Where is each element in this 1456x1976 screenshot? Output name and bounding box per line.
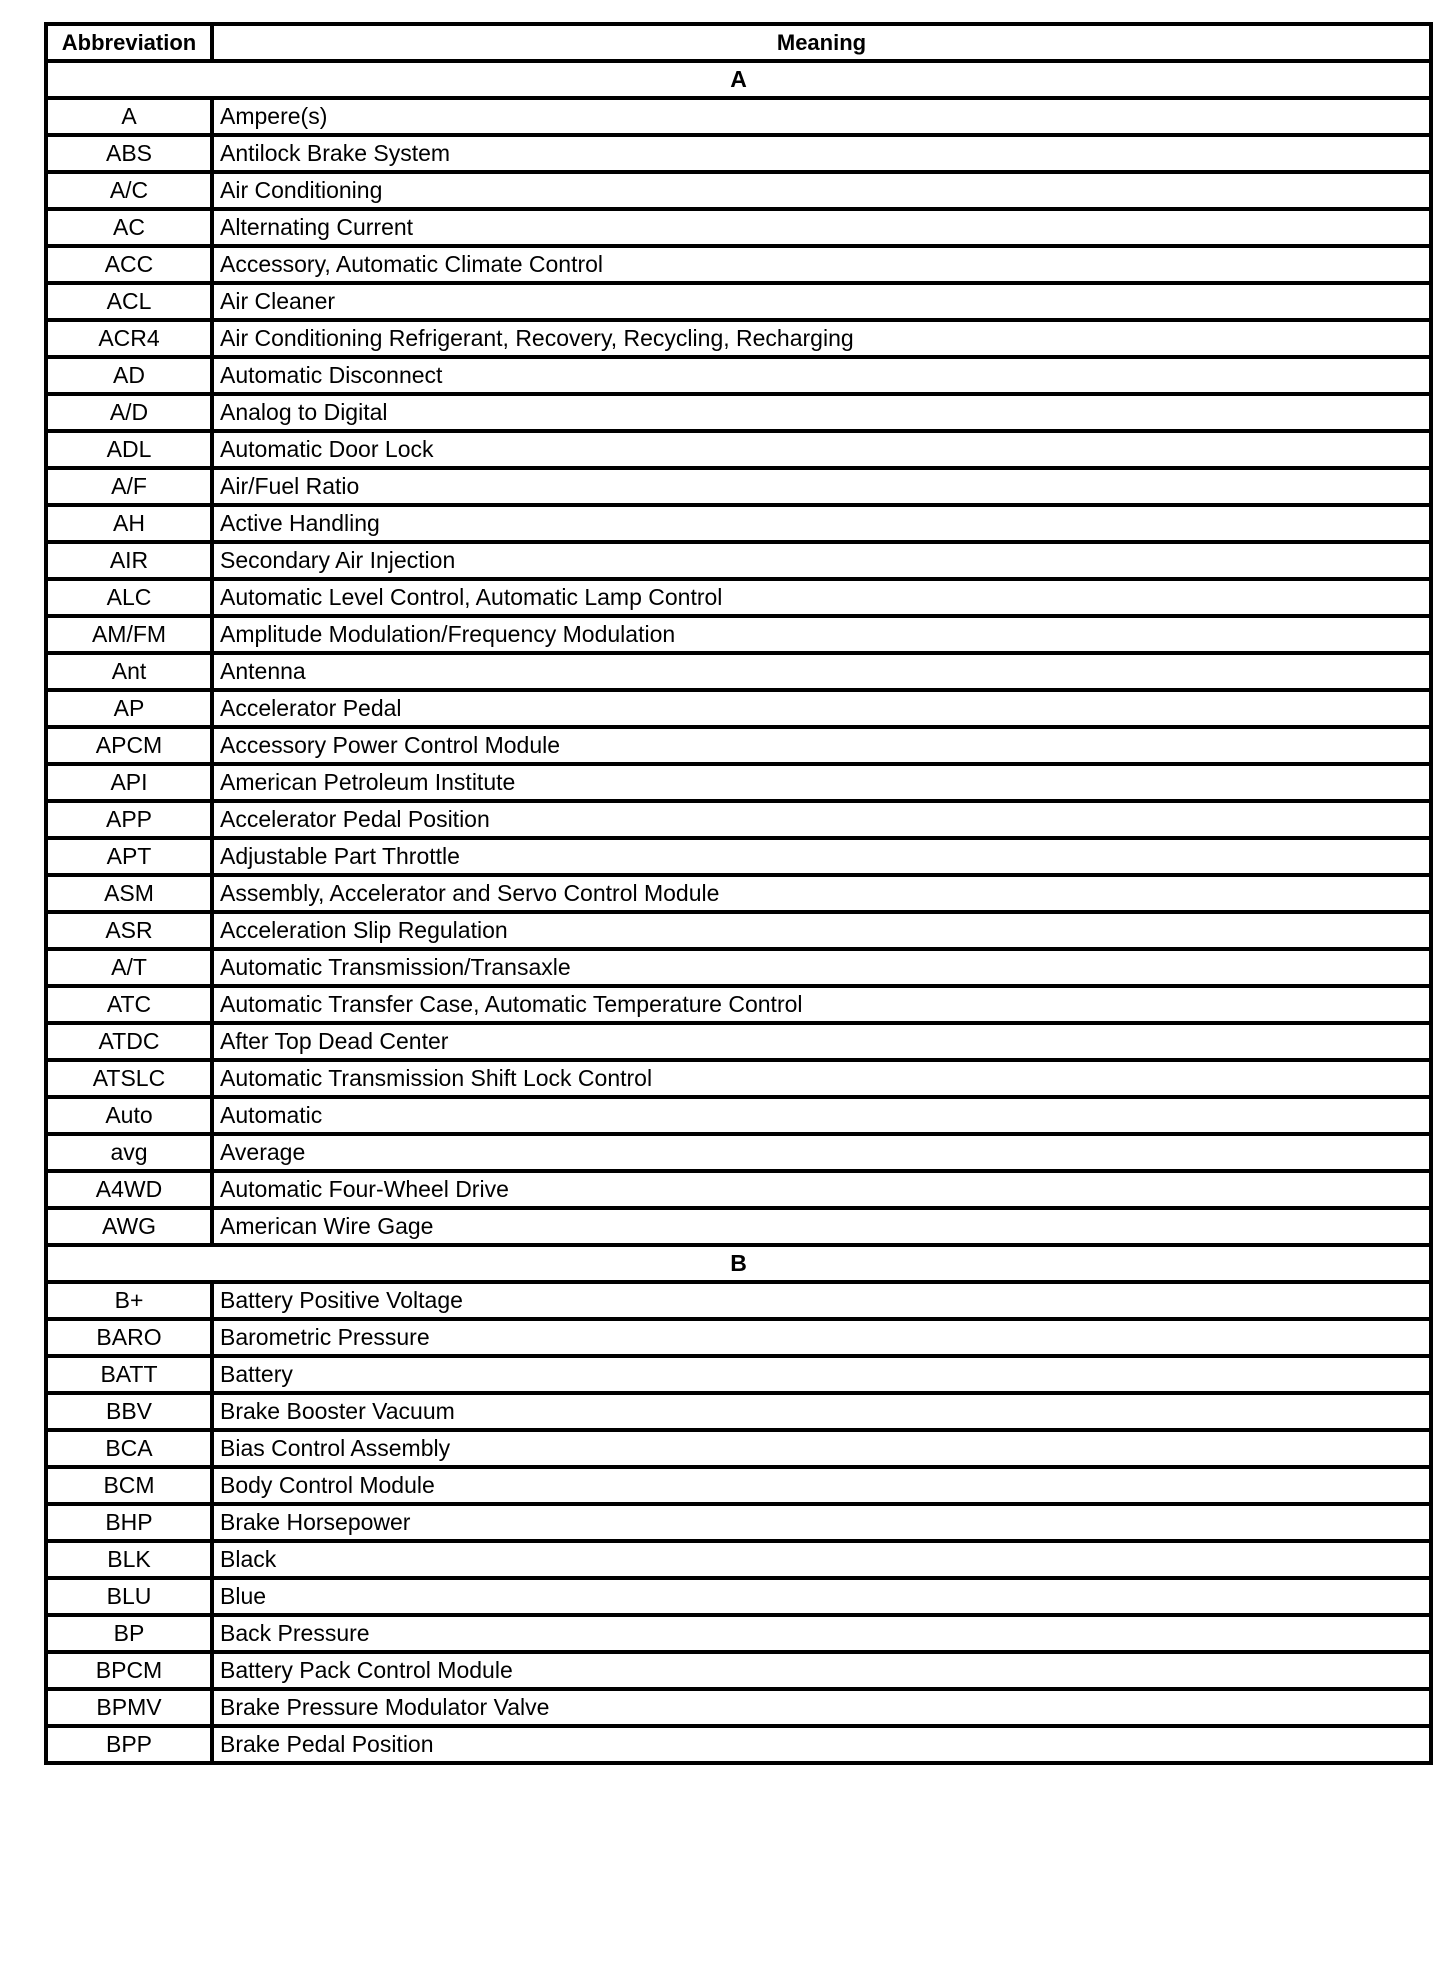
table-row [46,1134,1431,1171]
meaning-cell: Assembly, Accelerator and Servo Control Module [212,875,1431,912]
abbreviation-cell: BCA [46,1430,212,1467]
table-row [46,912,1431,949]
table-row [46,1578,1431,1615]
table-row [46,135,1431,172]
abbreviation-cell: AWG [46,1208,212,1245]
abbreviation-cell: AP [46,690,212,727]
meaning-cell: After Top Dead Center [212,1023,1431,1060]
table-row [46,1060,1431,1097]
abbreviation-cell: APCM [46,727,212,764]
table-row [46,320,1431,357]
meaning-cell: Active Handling [212,505,1431,542]
meaning-cell: Battery Pack Control Module [212,1652,1431,1689]
meaning-cell: Accessory, Automatic Climate Control [212,246,1431,283]
abbreviation-cell: AM/FM [46,616,212,653]
meaning-cell: American Wire Gage [212,1208,1431,1245]
meaning-cell: Analog to Digital [212,394,1431,431]
abbreviation-cell: ATDC [46,1023,212,1060]
abbreviation-cell: APT [46,838,212,875]
meaning-cell: Accelerator Pedal Position [212,801,1431,838]
abbreviation-cell: AH [46,505,212,542]
table-row [46,357,1431,394]
abbreviation-cell: BATT [46,1356,212,1393]
table-row [46,505,1431,542]
table-row [46,1467,1431,1504]
abbreviation-cell: BPMV [46,1689,212,1726]
abbreviation-cell: ACL [46,283,212,320]
table-row [46,801,1431,838]
table-row [46,283,1431,320]
table-row [46,1171,1431,1208]
meaning-cell: Air/Fuel Ratio [212,468,1431,505]
meaning-cell: Back Pressure [212,1615,1431,1652]
table-row [46,1504,1431,1541]
meaning-cell: Black [212,1541,1431,1578]
abbreviation-cell: BHP [46,1504,212,1541]
meaning-cell: Automatic Disconnect [212,357,1431,394]
table-row [46,1356,1431,1393]
table-row [46,542,1431,579]
meaning-cell: Barometric Pressure [212,1319,1431,1356]
section-row [46,61,1431,98]
header-row [46,24,1431,61]
table-row [46,1689,1431,1726]
table-row [46,616,1431,653]
meaning-cell: Ampere(s) [212,98,1431,135]
meaning-cell: Air Conditioning [212,172,1431,209]
abbreviation-cell: BARO [46,1319,212,1356]
section-row [46,1245,1431,1282]
table-row [46,1023,1431,1060]
abbreviation-cell: Auto [46,1097,212,1134]
table-row [46,1097,1431,1134]
meaning-cell: Antenna [212,653,1431,690]
meaning-cell: Battery Positive Voltage [212,1282,1431,1319]
meaning-cell: Battery [212,1356,1431,1393]
table-row [46,764,1431,801]
abbreviation-cell: A/F [46,468,212,505]
abbreviation-header: Abbreviation [46,24,212,61]
meaning-cell: Average [212,1134,1431,1171]
abbreviation-cell: ACC [46,246,212,283]
table-row [46,838,1431,875]
abbreviation-cell: A/C [46,172,212,209]
meaning-cell: Blue [212,1578,1431,1615]
section-letter: A [46,61,1431,98]
meaning-cell: Brake Booster Vacuum [212,1393,1431,1430]
abbreviation-cell: ACR4 [46,320,212,357]
abbreviation-cell: BLK [46,1541,212,1578]
abbreviation-cell: ASM [46,875,212,912]
meaning-cell: Acceleration Slip Regulation [212,912,1431,949]
table-row [46,1393,1431,1430]
meaning-cell: Accelerator Pedal [212,690,1431,727]
table-row [46,727,1431,764]
table-row [46,172,1431,209]
table-row [46,1726,1431,1763]
table-row [46,209,1431,246]
meaning-cell: Automatic Four-Wheel Drive [212,1171,1431,1208]
table-body [46,61,1431,1763]
table-row [46,653,1431,690]
table-row [46,468,1431,505]
meaning-cell: Antilock Brake System [212,135,1431,172]
table-row [46,246,1431,283]
table-row [46,1430,1431,1467]
abbreviation-cell: AD [46,357,212,394]
meaning-cell: Bias Control Assembly [212,1430,1431,1467]
table-row [46,875,1431,912]
abbreviation-cell: A4WD [46,1171,212,1208]
meaning-cell: Automatic [212,1097,1431,1134]
abbreviation-cell: BP [46,1615,212,1652]
table-row [46,1615,1431,1652]
abbreviation-cell: ATSLC [46,1060,212,1097]
table-row [46,1652,1431,1689]
meaning-cell: Accessory Power Control Module [212,727,1431,764]
abbreviation-cell: AC [46,209,212,246]
meaning-cell: Automatic Transmission Shift Lock Control [212,1060,1431,1097]
abbreviation-cell: A/T [46,949,212,986]
meaning-cell: American Petroleum Institute [212,764,1431,801]
table-row [46,986,1431,1023]
section-letter: B [46,1245,1431,1282]
meaning-cell: Air Conditioning Refrigerant, Recovery, Recycling, Recharging [212,320,1431,357]
abbreviation-cell: ADL [46,431,212,468]
table-row [46,1208,1431,1245]
meaning-cell: Brake Pedal Position [212,1726,1431,1763]
abbreviation-cell: BPCM [46,1652,212,1689]
table-row [46,1541,1431,1578]
abbreviation-cell: ALC [46,579,212,616]
table-row [46,394,1431,431]
abbreviation-cell: avg [46,1134,212,1171]
abbreviation-cell: API [46,764,212,801]
table-row [46,579,1431,616]
table-row [46,431,1431,468]
meaning-cell: Secondary Air Injection [212,542,1431,579]
abbreviation-cell: BBV [46,1393,212,1430]
abbreviation-cell: BCM [46,1467,212,1504]
abbreviation-cell: A/D [46,394,212,431]
abbreviation-cell: AIR [46,542,212,579]
meaning-cell: Brake Pressure Modulator Valve [212,1689,1431,1726]
table-row [46,98,1431,135]
abbreviation-cell: A [46,98,212,135]
table-row [46,1319,1431,1356]
table-row [46,1282,1431,1319]
abbreviation-cell: APP [46,801,212,838]
meaning-cell: Adjustable Part Throttle [212,838,1431,875]
meaning-cell: Automatic Transfer Case, Automatic Temperature Control [212,986,1431,1023]
meaning-cell: Alternating Current [212,209,1431,246]
meaning-cell: Air Cleaner [212,283,1431,320]
table-row [46,690,1431,727]
meaning-cell: Automatic Level Control, Automatic Lamp Control [212,579,1431,616]
meaning-header: Meaning [212,24,1431,61]
table-row [46,949,1431,986]
meaning-cell: Body Control Module [212,1467,1431,1504]
abbreviation-cell: B+ [46,1282,212,1319]
meaning-cell: Automatic Door Lock [212,431,1431,468]
abbreviation-table [44,22,1433,1765]
abbreviation-cell: BPP [46,1726,212,1763]
meaning-cell: Amplitude Modulation/Frequency Modulation [212,616,1431,653]
abbreviation-cell: Ant [46,653,212,690]
abbreviation-cell: ATC [46,986,212,1023]
abbreviation-cell: ABS [46,135,212,172]
abbreviation-cell: BLU [46,1578,212,1615]
meaning-cell: Automatic Transmission/Transaxle [212,949,1431,986]
meaning-cell: Brake Horsepower [212,1504,1431,1541]
abbreviation-cell: ASR [46,912,212,949]
